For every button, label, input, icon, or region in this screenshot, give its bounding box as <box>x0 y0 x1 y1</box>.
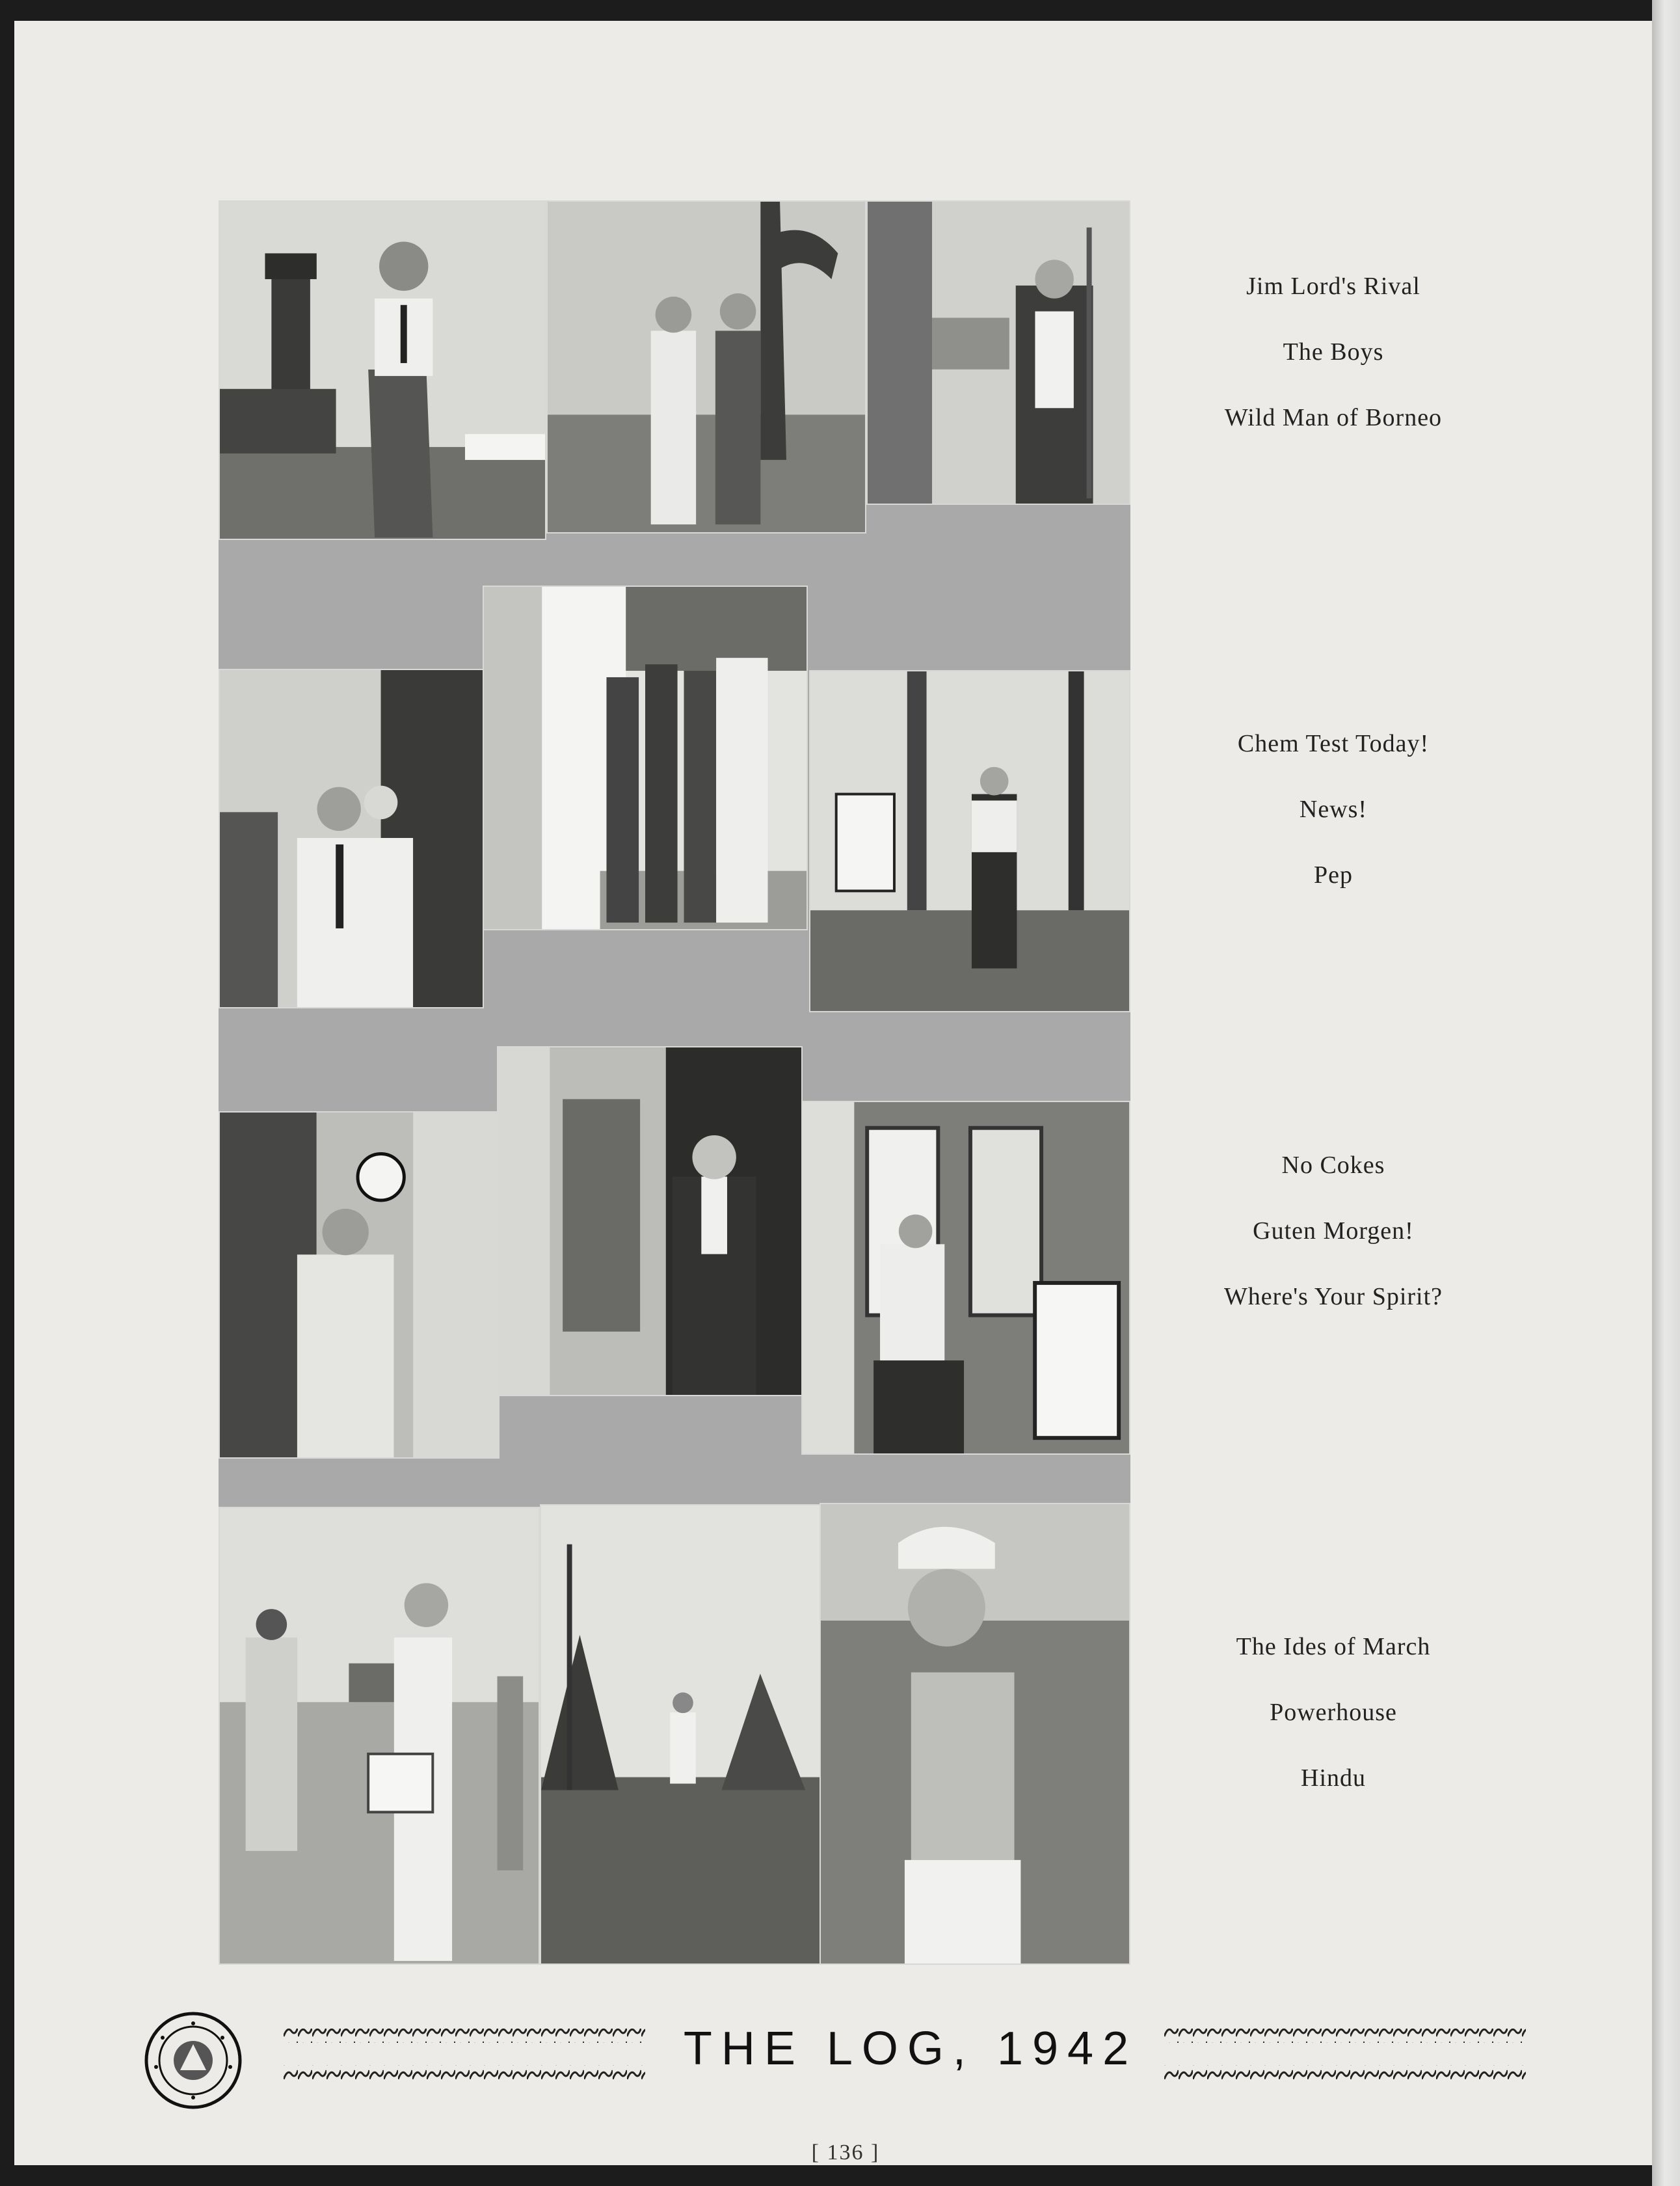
caption-group-3 <box>1158 1133 1509 1330</box>
caption-group-1 <box>1158 254 1509 451</box>
photo-man-plaid-shirt <box>866 200 1130 505</box>
school-seal-icon <box>144 2012 242 2109</box>
photo-caption: Hindu <box>1301 1764 1366 1792</box>
photo-caption: The Ides of March <box>1236 1633 1431 1660</box>
photo-man-with-skull <box>219 669 484 1008</box>
photo-man-with-book <box>219 1507 540 1965</box>
page-number: [ 136 ] <box>811 2140 880 2165</box>
photo-man-doorway <box>497 1046 803 1396</box>
rope-border-right <box>1164 2025 1526 2083</box>
photo-caption: Chem Test Today! <box>1237 730 1430 757</box>
photo-man-white-jacket <box>219 1111 500 1459</box>
photo-two-men-tree <box>546 200 866 533</box>
photo-caption: Pep <box>1314 861 1353 889</box>
photo-boys-on-steps <box>483 586 808 930</box>
photo-boy-in-cap <box>820 1503 1130 1965</box>
page-edge-shadow <box>1652 0 1680 2186</box>
photo-caption: Guten Morgen! <box>1253 1217 1414 1245</box>
photo-caption: Jim Lord's Rival <box>1246 273 1420 300</box>
photo-caption: Wild Man of Borneo <box>1224 404 1443 431</box>
rope-border-left <box>284 2025 645 2083</box>
photo-runner-in-park <box>540 1504 821 1965</box>
caption-group-2 <box>1158 711 1509 908</box>
photo-caption: No Cokes <box>1281 1152 1385 1179</box>
photo-caption: Where's Your Spirit? <box>1223 1283 1443 1310</box>
caption-group-4 <box>1158 1614 1509 1811</box>
photo-montage <box>219 200 1130 1965</box>
photo-man-sidewalk-sign <box>809 670 1130 1012</box>
photo-caption: The Boys <box>1283 338 1384 366</box>
photo-caption: Powerhouse <box>1270 1699 1397 1726</box>
photo-man-brick-building <box>801 1101 1130 1455</box>
yearbook-title: THE LOG, 1942 <box>683 2023 1138 2075</box>
photo-caption: News! <box>1299 796 1368 823</box>
photo-man-with-tower <box>219 200 546 540</box>
